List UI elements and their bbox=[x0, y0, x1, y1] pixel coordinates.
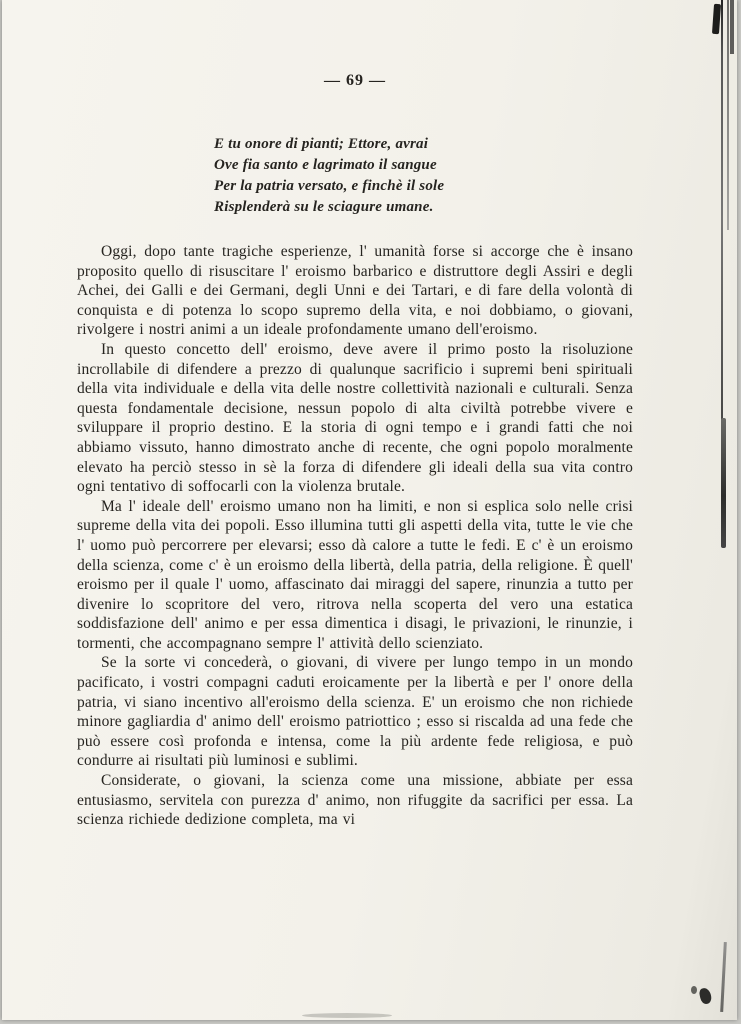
scan-artifact-edge-mark bbox=[721, 418, 726, 548]
paragraph: In questo concetto dell' eroismo, deve avere il primo posto la risoluzione incrollabile di difendere a prezzo di qualunque sacrificio i supremi beni spirituali della vita individuale e della vita delle nostre collettività nazionali e culturali. Senza questa fondamentale decisione, nessun popolo di alta civiltà potrebbe vivere e sviluppare il proprio destino. E la storia di ogni tempo e i grandi fatti che noi abbiamo vissuto, hanno dimostrato anche di recente, che ogni popolo moralmente elevato ha perciò stesso in sè la forza di difendere gli ideali della sua vita contro ogni tentativo di soffocarli con la violenza brutale. bbox=[77, 340, 633, 496]
scan-artifact-corner-mark bbox=[712, 4, 721, 34]
scan-artifact-streak bbox=[720, 942, 727, 1012]
scan-artifact-corner-mark bbox=[730, 0, 734, 54]
book-page bbox=[2, 0, 737, 1020]
body-text bbox=[77, 242, 633, 830]
epigraph-line: E tu onore di pianti; Ettore, avrai bbox=[214, 136, 429, 152]
paragraph: Se la sorte vi concederà, o giovani, di vivere per lungo tempo in un mondo pacificato, i vostri compagni caduti eroicamente per la libertà e per l' onore della patria, vi siano incentivo all'eroismo della scienza. E' un eroismo che non richiede minore gagliardia d' animo dell' eroismo patriottico ; esso si riscalda ad una fede che può essere così profonda e intensa, come la più ardente fede religiosa, e può condurre ai risultati più luminosi e sublimi. bbox=[77, 654, 633, 770]
epigraph-verse bbox=[214, 134, 633, 218]
scan-artifact-edge-line bbox=[727, 0, 729, 230]
text-block bbox=[77, 72, 633, 830]
page-number: — 69 — bbox=[324, 72, 386, 89]
scan-artifact-ink-blob bbox=[691, 986, 697, 994]
scan-artifact-ink-blob bbox=[698, 987, 712, 1005]
epigraph-line: Per la patria versato, e finchè il sole bbox=[214, 178, 445, 194]
paragraph: Ma l' ideale dell' eroismo umano non ha limiti, e non si esplica solo nelle crisi supreme della vita dei popoli. Esso illumina tutti gli aspetti della vita, tutte le vie che l' uomo può percorrere per elevarsi; esso dà calore a tutte le fedi. E c' è un eroismo della scienza, come c' è un eroismo della libertà, della patria, della religione. È quell' eroismo per il quale l' uomo, affascinato dai miraggi del sapere, rinunzia a tutto per divenire lo scopritore del vero, ritrova nella scoperta del vero una estatica soddisfazione dell' animo e per essa dimentica i disagi, le privazioni, le rinunzie, i tormenti, che accompagnano sempre l' attività dello scienziato. bbox=[77, 497, 633, 652]
paragraph: Oggi, dopo tante tragiche esperienze, l' umanità forse si accorge che è insano proposito quello di risuscitare l' eroismo barbarico e distruttore degli Assiri e degli Achei, dei Galli e dei Germani, degli Unni e dei Tartari, e di fare della volontà di conquista e di potenza lo scopo supremo della vita, e noi dobbiamo, o giovani, rivolgere i nostri animi a un ideale profondamente umano dell'eroismo. bbox=[77, 243, 633, 339]
paragraph: Considerate, o giovani, la scienza come una missione, abbiate per essa entusiasmo, servitela con purezza d' animo, non rifuggite da sacrifici per essa. La scienza richiede dedizione completa, ma vi bbox=[77, 772, 633, 829]
epigraph-line: Risplenderà su le sciagure umane. bbox=[214, 199, 434, 215]
scan-artifact-smudge bbox=[302, 1013, 392, 1018]
epigraph-line: Ove fia santo e lagrimato il sangue bbox=[214, 157, 437, 173]
